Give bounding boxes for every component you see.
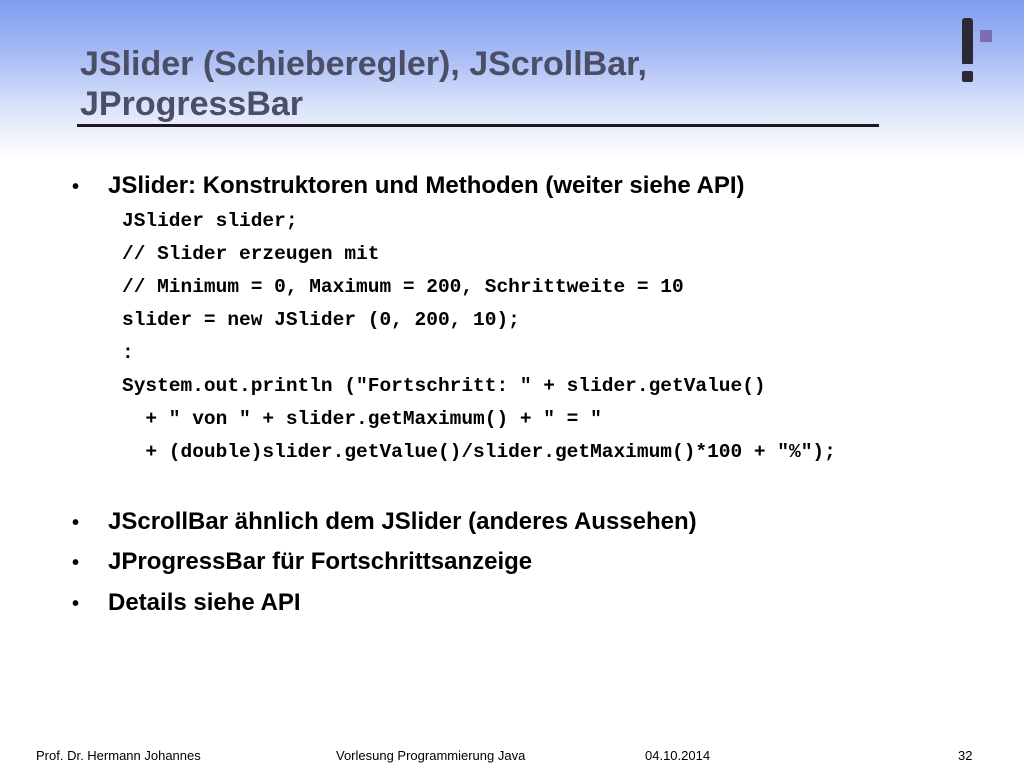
bullet-icon: • <box>72 552 80 574</box>
bullet-item-jprogressbar <box>72 548 532 576</box>
footer-author: Prof. Dr. Hermann Johannes <box>36 748 201 763</box>
bullet-item-jscrollbar <box>72 508 697 536</box>
bullet-icon: • <box>72 512 80 534</box>
footer-date: 04.10.2014 <box>645 748 711 763</box>
bullet-text: JProgressBar für Fortschrittsanzeige <box>108 548 533 575</box>
bullet-icon: • <box>72 176 80 198</box>
logo-square <box>980 30 992 42</box>
code-block <box>122 205 836 469</box>
bullet-item-details <box>72 589 301 617</box>
title-underline <box>77 124 879 127</box>
slide-title <box>80 44 860 124</box>
bullet-text: JScrollBar ähnlich dem JSlider (anderes Aussehen) <box>108 508 697 535</box>
slide-title-line-1: JSlider (Schieberegler), JScrollBar, <box>80 45 647 83</box>
code-line: // Slider erzeugen mit <box>122 243 380 265</box>
exclamation-logo-icon <box>956 18 996 84</box>
bullet-item-jslider <box>72 172 745 200</box>
code-line: // Minimum = 0, Maximum = 200, Schrittweite = 10 <box>122 276 684 298</box>
slide-title-line-2: JProgressBar <box>80 85 304 123</box>
code-line: System.out.println ("Fortschritt: " + slider.getValue() <box>122 375 766 397</box>
footer-course: Vorlesung Programmierung Java <box>336 748 526 763</box>
logo-bar <box>962 18 973 64</box>
code-line: : <box>122 342 134 364</box>
code-line: JSlider slider; <box>122 210 298 232</box>
code-line: + " von " + slider.getMaximum() + " = " <box>122 408 602 430</box>
logo-dot <box>962 71 973 82</box>
code-line: + (double)slider.getValue()/slider.getMaximum()*100 + "%"); <box>122 441 836 463</box>
footer-page-number: 32 <box>958 748 973 763</box>
code-line: slider = new JSlider (0, 200, 10); <box>122 309 520 331</box>
bullet-icon: • <box>72 593 80 615</box>
bullet-text: JSlider: Konstruktoren und Methoden (weiter siehe API) <box>108 172 745 199</box>
bullet-text: Details siehe API <box>108 589 301 616</box>
